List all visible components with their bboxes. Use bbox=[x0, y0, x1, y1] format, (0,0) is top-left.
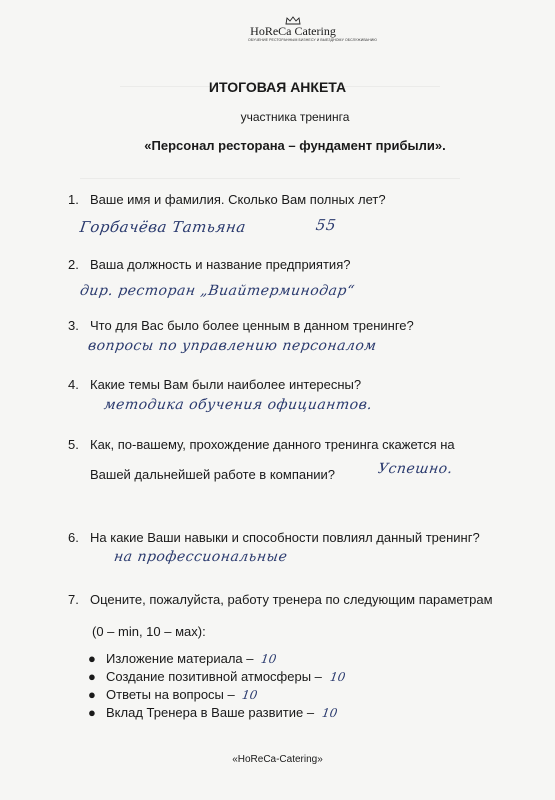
rating-label: Вклад Тренера в Ваше развитие – bbox=[106, 705, 315, 720]
bullet-icon: ● bbox=[88, 669, 96, 684]
question-text: Ваша должность и название предприятия? bbox=[90, 257, 351, 272]
logo-name: HoReCa Catering bbox=[250, 24, 336, 38]
answer-1-age: 55 bbox=[314, 216, 338, 234]
question-number: 3. bbox=[68, 318, 79, 333]
question-3 bbox=[68, 318, 414, 334]
list-item bbox=[82, 668, 345, 686]
list-item bbox=[82, 686, 345, 704]
rating-value: 10 bbox=[320, 706, 339, 720]
answer-6: на профессиональные bbox=[112, 549, 289, 565]
rating-label: Создание позитивной атмосферы – bbox=[106, 669, 322, 684]
question-number: 6. bbox=[68, 530, 79, 545]
question-text: Ваше имя и фамилия. Сколько Вам полных лет? bbox=[90, 192, 386, 207]
question-6 bbox=[68, 530, 480, 546]
rating-value: 10 bbox=[260, 652, 278, 666]
answer-5: Успешно. bbox=[376, 461, 454, 477]
answer-4: методика обучения официантов. bbox=[102, 397, 374, 413]
answer-1: Горбачёва Татьяна bbox=[78, 218, 248, 236]
footer: «HoReCa-Catering» bbox=[232, 754, 323, 765]
question-number: 7. bbox=[68, 592, 79, 607]
logo bbox=[248, 16, 377, 43]
question-4 bbox=[68, 377, 361, 393]
bullet-icon: ● bbox=[88, 705, 96, 720]
question-text: На какие Ваши навыки и способности повлиял данный тренинг? bbox=[90, 530, 480, 545]
rating-scale: (0 – min, 10 – мах): bbox=[92, 624, 206, 639]
bleed-through-line bbox=[80, 178, 460, 179]
page-title: ИТОГОВАЯ АНКЕТА bbox=[208, 79, 347, 95]
rating-value: 10 bbox=[328, 670, 346, 684]
rating-label: Изложение материала – bbox=[106, 651, 254, 666]
question-text: Оцените, пожалуйста, работу тренера по следующим параметрам bbox=[90, 592, 493, 607]
question-number: 5. bbox=[68, 437, 79, 452]
question-5-continued: Вашей дальнейшей работе в компании? bbox=[90, 467, 336, 482]
rating-list bbox=[82, 650, 345, 722]
question-5 bbox=[68, 437, 455, 453]
answer-3: вопросы по управлению персоналом bbox=[86, 338, 378, 354]
bullet-icon: ● bbox=[88, 651, 96, 666]
question-text: Что для Вас было более ценным в данном тренинге? bbox=[90, 318, 414, 333]
rating-label: Ответы на вопросы – bbox=[106, 687, 235, 702]
question-number: 4. bbox=[68, 377, 79, 392]
training-name: «Персонал ресторана – фундамент прибыли». bbox=[144, 138, 446, 153]
question-2 bbox=[68, 257, 350, 273]
answer-2: дир. ресторан „Виайтерминодар“ bbox=[78, 283, 356, 299]
bullet-icon: ● bbox=[88, 687, 96, 702]
list-item bbox=[82, 704, 345, 722]
question-7 bbox=[68, 592, 493, 608]
question-text: Какие темы Вам были наиболее интересны? bbox=[90, 377, 362, 392]
list-item bbox=[82, 650, 345, 668]
question-text: Как, по-вашему, прохождение данного тренинга скажется на bbox=[90, 437, 455, 452]
page-subtitle: участника тренинга bbox=[240, 110, 350, 124]
logo-tagline: ОБУЧЕНИЕ РЕСТОРАННЫМ БИЗНЕСУ И ВЫЕЗДНОМУ ОБСЛУЖИВАНИЮ bbox=[248, 38, 377, 42]
question-number: 2. bbox=[68, 257, 79, 272]
rating-value: 10 bbox=[241, 688, 259, 702]
question-number: 1. bbox=[68, 192, 79, 207]
question-1 bbox=[68, 192, 386, 208]
